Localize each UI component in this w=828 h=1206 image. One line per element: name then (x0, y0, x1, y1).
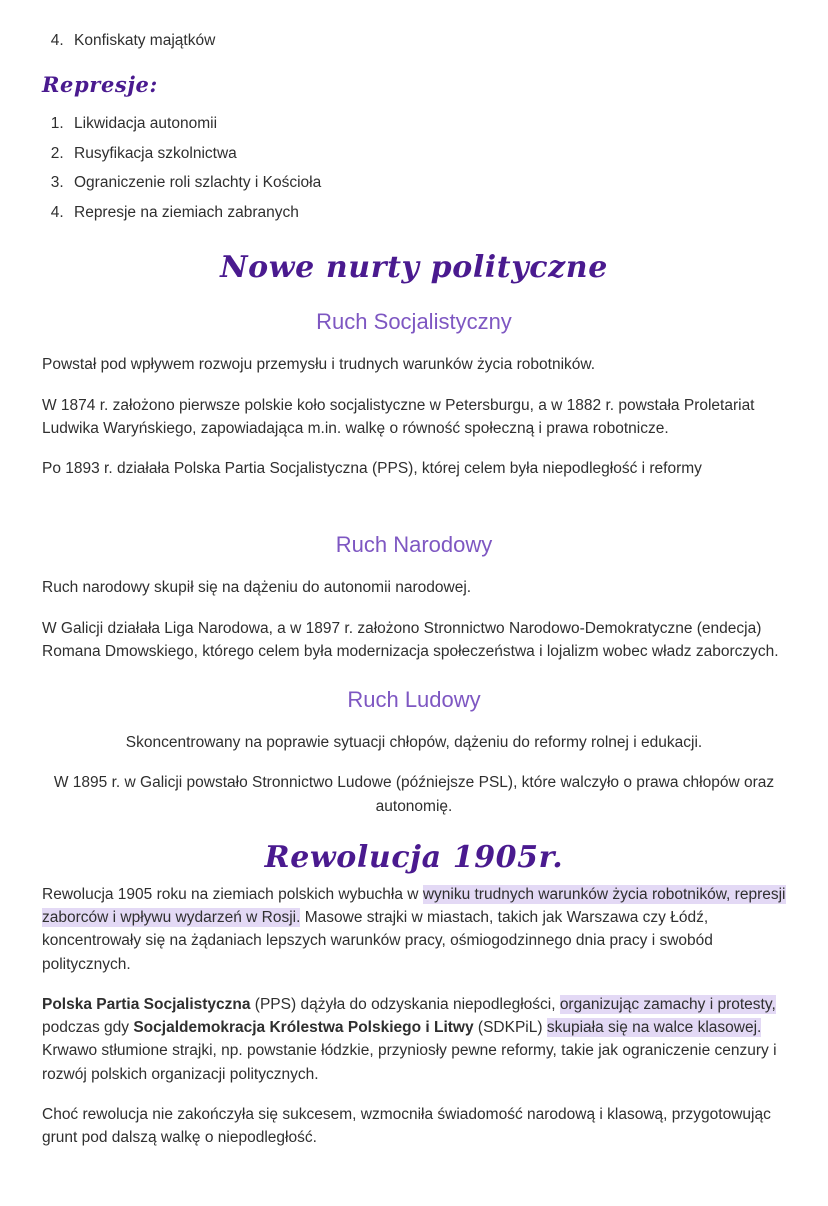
list-item: 1. Likwidacja autonomii (68, 113, 786, 135)
list-item: 3. Ograniczenie roli szlachty i Kościoła (68, 172, 786, 194)
represje-heading: Represje: (42, 72, 158, 98)
paragraph: W 1874 r. założono pierwsze polskie koło socjalistyczne w Petersburgu, a w 1882 r. powstała Proletariat Ludwika Waryńskiego, zapowiadająca m.in. walkę o równość społeczną i prawa robotnicze. (42, 396, 755, 437)
text-segment: podczas gdy (42, 1019, 134, 1037)
paragraph: Ruch narodowy skupił się na dążeniu do autonomii narodowej. (42, 579, 472, 597)
bold-text: Socjaldemokracja Królestwa Polskiego i Litwy (133, 1019, 474, 1037)
heading-ruch-ludowy: Ruch Ludowy (347, 687, 481, 713)
rich-paragraph (42, 1103, 786, 1150)
section-title-rewolucja-1905: Rewolucja 1905r. (264, 839, 564, 875)
text-segment: Krwawo stłumione strajki, np. powstanie łódzkie, przyniosły pewne reformy, takie jak ograniczenie cenzury i rozwój polskich organizacji politycznych. (42, 1042, 777, 1083)
highlighted-text: organizując zamachy i protesty, (559, 995, 776, 1013)
list-item: 4. Konfiskaty majątków (68, 30, 786, 52)
paragraph: W Galicji działała Liga Narodowa, a w 1897 r. założono Stronnictwo Narodowo-Demokratyczne (endecja) Romana Dmowskiego, którego celem była modernizacja społeczeństwa i lojalizm wobec władz zaborczych. (42, 619, 779, 660)
paragraph: W 1895 r. w Galicji powstało Stronnictwo Ludowe (późniejsze PSL), które walczyło o prawa chłopów oraz autonomię. (53, 774, 775, 815)
text-segment: (SDKPiL) (473, 1019, 547, 1037)
heading-ruch-narodowy: Ruch Narodowy (335, 532, 493, 558)
paragraph: Skoncentrowany na poprawie sytuacji chłopów, dążeniu do reformy rolnej i edukacji. (125, 734, 703, 752)
highlighted-text: wyniku trudnych warunków życia robotników, represji zaborców i wpływu wydarzeń w Rosji. (42, 885, 786, 927)
paragraph: Powstał pod wpływem rozwoju przemysłu i trudnych warunków życia robotników. (42, 356, 596, 374)
highlighted-text: skupiała się na walce klasowej. (546, 1019, 762, 1037)
section-title-nowe-nurty: Nowe nurty polityczne (220, 250, 608, 286)
confiscation-continued-list (42, 30, 786, 52)
heading-ruch-socjalistyczny: Ruch Socjalistyczny (316, 309, 512, 335)
text-segment: Choć rewolucja nie zakończyła się sukcesem, wzmocniła świadomość narodową i klasową, przygotowując grunt pod dalszą walkę o niepodległość. (42, 1105, 771, 1147)
list-item: 4. Represje na ziemiach zabranych (68, 202, 786, 224)
bold-text: Polska Partia Socjalistyczna (42, 995, 251, 1013)
text-segment: Masowe strajki w miastach, takich jak Warszawa czy Łódź, koncentrowały się na żądaniach lepszych warunków pracy, ośmiogodzinnego dnia pracy i swobód politycznych. (42, 909, 713, 973)
rich-paragraph (42, 883, 786, 976)
represje-list (42, 113, 786, 224)
text-segment: (PPS) dążyła do odzyskania niepodległości, (250, 995, 560, 1013)
text-segment: Rewolucja 1905 roku na ziemiach polskich wybuchła w (42, 885, 423, 903)
paragraph: Po 1893 r. działała Polska Partia Socjalistyczna (PPS), której celem była niepodległość i reformy (42, 460, 702, 478)
list-item: 2. Rusyfikacja szkolnictwa (68, 143, 786, 165)
rich-paragraph (42, 993, 786, 1086)
